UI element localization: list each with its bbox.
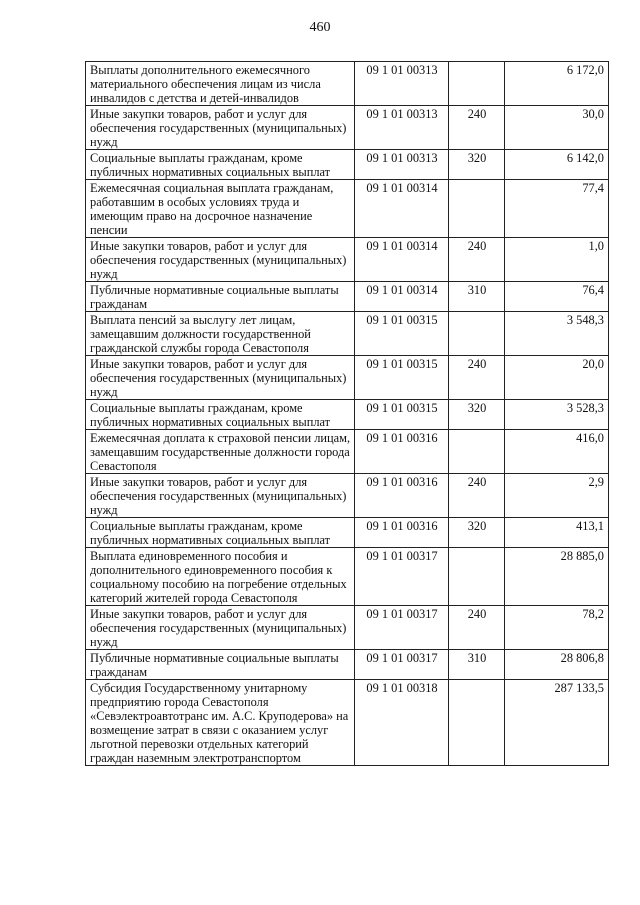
table-row [86,150,609,180]
table-row [86,312,609,356]
row-expense-type [449,180,505,238]
row-sum: 416,0 [505,430,609,474]
row-expense-type: 240 [449,238,505,282]
row-expense-type: 240 [449,356,505,400]
table-row [86,180,609,238]
row-code: 09 1 01 00314 [355,238,449,282]
row-name: Социальные выплаты гражданам, кроме публичных нормативных социальных выплат [86,400,355,430]
row-expense-type: 240 [449,106,505,150]
row-sum: 3 548,3 [505,312,609,356]
row-sum: 1,0 [505,238,609,282]
row-sum: 3 528,3 [505,400,609,430]
row-code: 09 1 01 00317 [355,606,449,650]
row-expense-type: 310 [449,650,505,680]
row-code: 09 1 01 00317 [355,650,449,680]
row-name: Иные закупки товаров, работ и услуг для обеспечения государственных (муниципальных) нужд [86,106,355,150]
row-name: Социальные выплаты гражданам, кроме публичных нормативных социальных выплат [86,150,355,180]
row-expense-type: 320 [449,150,505,180]
row-code: 09 1 01 00318 [355,680,449,766]
row-code: 09 1 01 00314 [355,180,449,238]
row-sum: 28 885,0 [505,548,609,606]
table-row [86,356,609,400]
budget-table-body [86,62,609,766]
row-expense-type: 320 [449,400,505,430]
row-code: 09 1 01 00313 [355,62,449,106]
table-row [86,606,609,650]
table-row [86,106,609,150]
table-row [86,430,609,474]
table-row [86,400,609,430]
row-code: 09 1 01 00315 [355,400,449,430]
row-sum: 6 142,0 [505,150,609,180]
row-sum: 78,2 [505,606,609,650]
row-code: 09 1 01 00316 [355,518,449,548]
row-name: Ежемесячная социальная выплата гражданам, работавшим в особых условиях труда и имеющим право на досрочное назначение пенсии [86,180,355,238]
row-expense-type: 240 [449,606,505,650]
row-code: 09 1 01 00313 [355,106,449,150]
row-expense-type: 320 [449,518,505,548]
row-name: Иные закупки товаров, работ и услуг для обеспечения государственных (муниципальных) нужд [86,238,355,282]
row-name: Публичные нормативные социальные выплаты гражданам [86,650,355,680]
row-expense-type [449,430,505,474]
row-sum: 6 172,0 [505,62,609,106]
row-sum: 413,1 [505,518,609,548]
row-name: Выплата единовременного пособия и дополнительного единовременного пособия к социальному пособию на погребение отдельных категорий жителей города Севастополя [86,548,355,606]
page-number: 460 [309,20,331,35]
row-sum: 2,9 [505,474,609,518]
row-name: Публичные нормативные социальные выплаты гражданам [86,282,355,312]
row-code: 09 1 01 00314 [355,282,449,312]
row-code: 09 1 01 00317 [355,548,449,606]
row-sum: 77,4 [505,180,609,238]
row-expense-type [449,312,505,356]
row-expense-type: 240 [449,474,505,518]
row-name: Ежемесячная доплата к страховой пенсии лицам, замещавшим государственные должности города Севастополя [86,430,355,474]
row-code: 09 1 01 00313 [355,150,449,180]
row-expense-type [449,62,505,106]
table-row [86,680,609,766]
row-code: 09 1 01 00316 [355,430,449,474]
row-sum: 30,0 [505,106,609,150]
table-row [86,238,609,282]
table-row [86,548,609,606]
row-expense-type: 310 [449,282,505,312]
row-name: Социальные выплаты гражданам, кроме публичных нормативных социальных выплат [86,518,355,548]
table-row [86,62,609,106]
table-row [86,650,609,680]
row-code: 09 1 01 00315 [355,356,449,400]
table-row [86,282,609,312]
row-sum: 20,0 [505,356,609,400]
row-sum: 76,4 [505,282,609,312]
row-code: 09 1 01 00316 [355,474,449,518]
row-expense-type [449,680,505,766]
row-name: Выплаты дополнительного ежемесячного материального обеспечения лицам из числа инвалидов с детства и детей-инвалидов [86,62,355,106]
row-code: 09 1 01 00315 [355,312,449,356]
row-name: Иные закупки товаров, работ и услуг для обеспечения государственных (муниципальных) нужд [86,474,355,518]
budget-table [85,61,609,766]
row-expense-type [449,548,505,606]
row-name: Иные закупки товаров, работ и услуг для обеспечения государственных (муниципальных) нужд [86,356,355,400]
row-name: Иные закупки товаров, работ и услуг для обеспечения государственных (муниципальных) нужд [86,606,355,650]
row-sum: 28 806,8 [505,650,609,680]
row-name: Выплата пенсий за выслугу лет лицам, замещавшим должности государственной гражданской службы города Севастополя [86,312,355,356]
row-sum: 287 133,5 [505,680,609,766]
row-name: Субсидия Государственному унитарному предприятию города Севастополя «Севэлектроавтотранс им. А.С. Круподерова» на возмещение затрат в связи с оказанием услуг льготной перевозки отдельных категорий граждан наземным электротранспортом [86,680,355,766]
table-row [86,518,609,548]
table-row [86,474,609,518]
